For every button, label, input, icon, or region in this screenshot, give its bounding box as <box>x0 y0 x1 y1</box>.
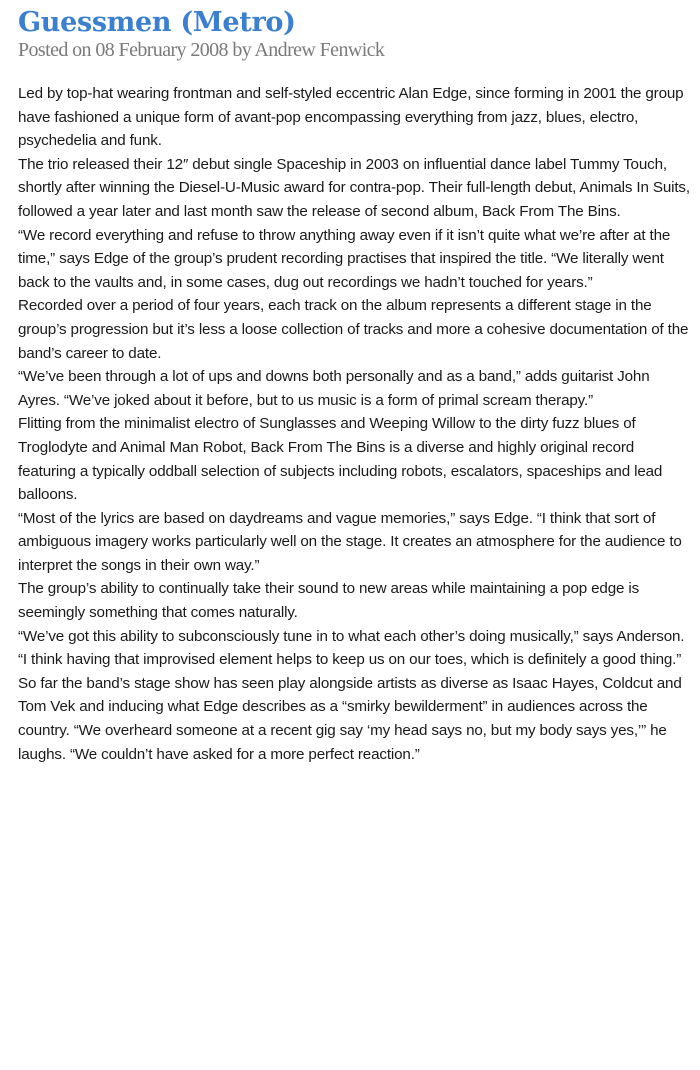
article-paragraph: “Most of the lyrics are based on daydreams and vague memories,” says Edge. “I think that sort of ambiguous imagery works particularly well on the stage. It creates an atmosphere for the audience to interpret the songs in their own way.” <box>18 509 682 574</box>
article-paragraph: “We’ve got this ability to subconsciously tune in to what each other’s doing musically,” says Anderson. “I think having that improvised element helps to keep us on our toes, which is definitely a good thing.” <box>18 627 685 669</box>
article-paragraph: Flitting from the minimalist electro of Sunglasses and Weeping Willow to the dirty fuzz blues of Troglodyte and Animal Man Robot, Back From The Bins is a diverse and highly original record featuring a typically oddball selection of subjects including robots, escalators, spaceships and lead balloons. <box>18 415 663 504</box>
article-body <box>18 82 690 766</box>
article-byline: Posted on 08 February 2008 by Andrew Fenwick <box>18 39 385 61</box>
article-paragraph: “We record everything and refuse to throw anything away even if it isn’t quite what we’re after at the time,” says Edge of the group’s prudent recording practises that inspired the title. “We literally went back to the vaults and, in some cases, dug out recordings we hadn’t touched for years.” <box>18 226 671 291</box>
article-paragraph: So far the band’s stage show has seen play alongside artists as diverse as Isaac Hayes, Coldcut and Tom Vek and inducing what Edge describes as a “smirky bewilderment” in audiences across the country. “We overheard someone at a recent gig say ‘my head says no, but my body says yes,’” he laughs. “We couldn’t have asked for a more perfect reaction.” <box>18 674 682 763</box>
article-paragraph: Recorded over a period of four years, each track on the album represents a different stage in the group’s progression but it’s less a loose collection of tracks and more a cohesive documentation of the band’s career to date. <box>18 297 689 362</box>
article-title[interactable]: Guessmen (Metro) <box>18 7 296 38</box>
article-paragraph: Led by top-hat wearing frontman and self-styled eccentric Alan Edge, since forming in 2001 the group have fashioned a unique form of avant-pop encompassing everything from jazz, blues, electro, psychedelia and funk. <box>18 85 684 150</box>
article-paragraph: The group’s ability to continually take their sound to new areas while maintaining a pop edge is seemingly something that comes naturally. <box>18 580 640 622</box>
article <box>18 8 690 766</box>
article-paragraph: The trio released their 12″ debut single Spaceship in 2003 on influential dance label Tummy Touch, shortly after winning the Diesel-U-Music award for contra-pop. Their full-length debut, Animals In Suits, followed a year later and last month saw the release of second album, Back From The Bins. <box>18 155 690 220</box>
article-paragraph: “We’ve been through a lot of ups and downs both personally and as a band,” adds guitarist John Ayres. “We’ve joked about it before, but to us music is a form of primal scream therapy.” <box>18 368 650 409</box>
